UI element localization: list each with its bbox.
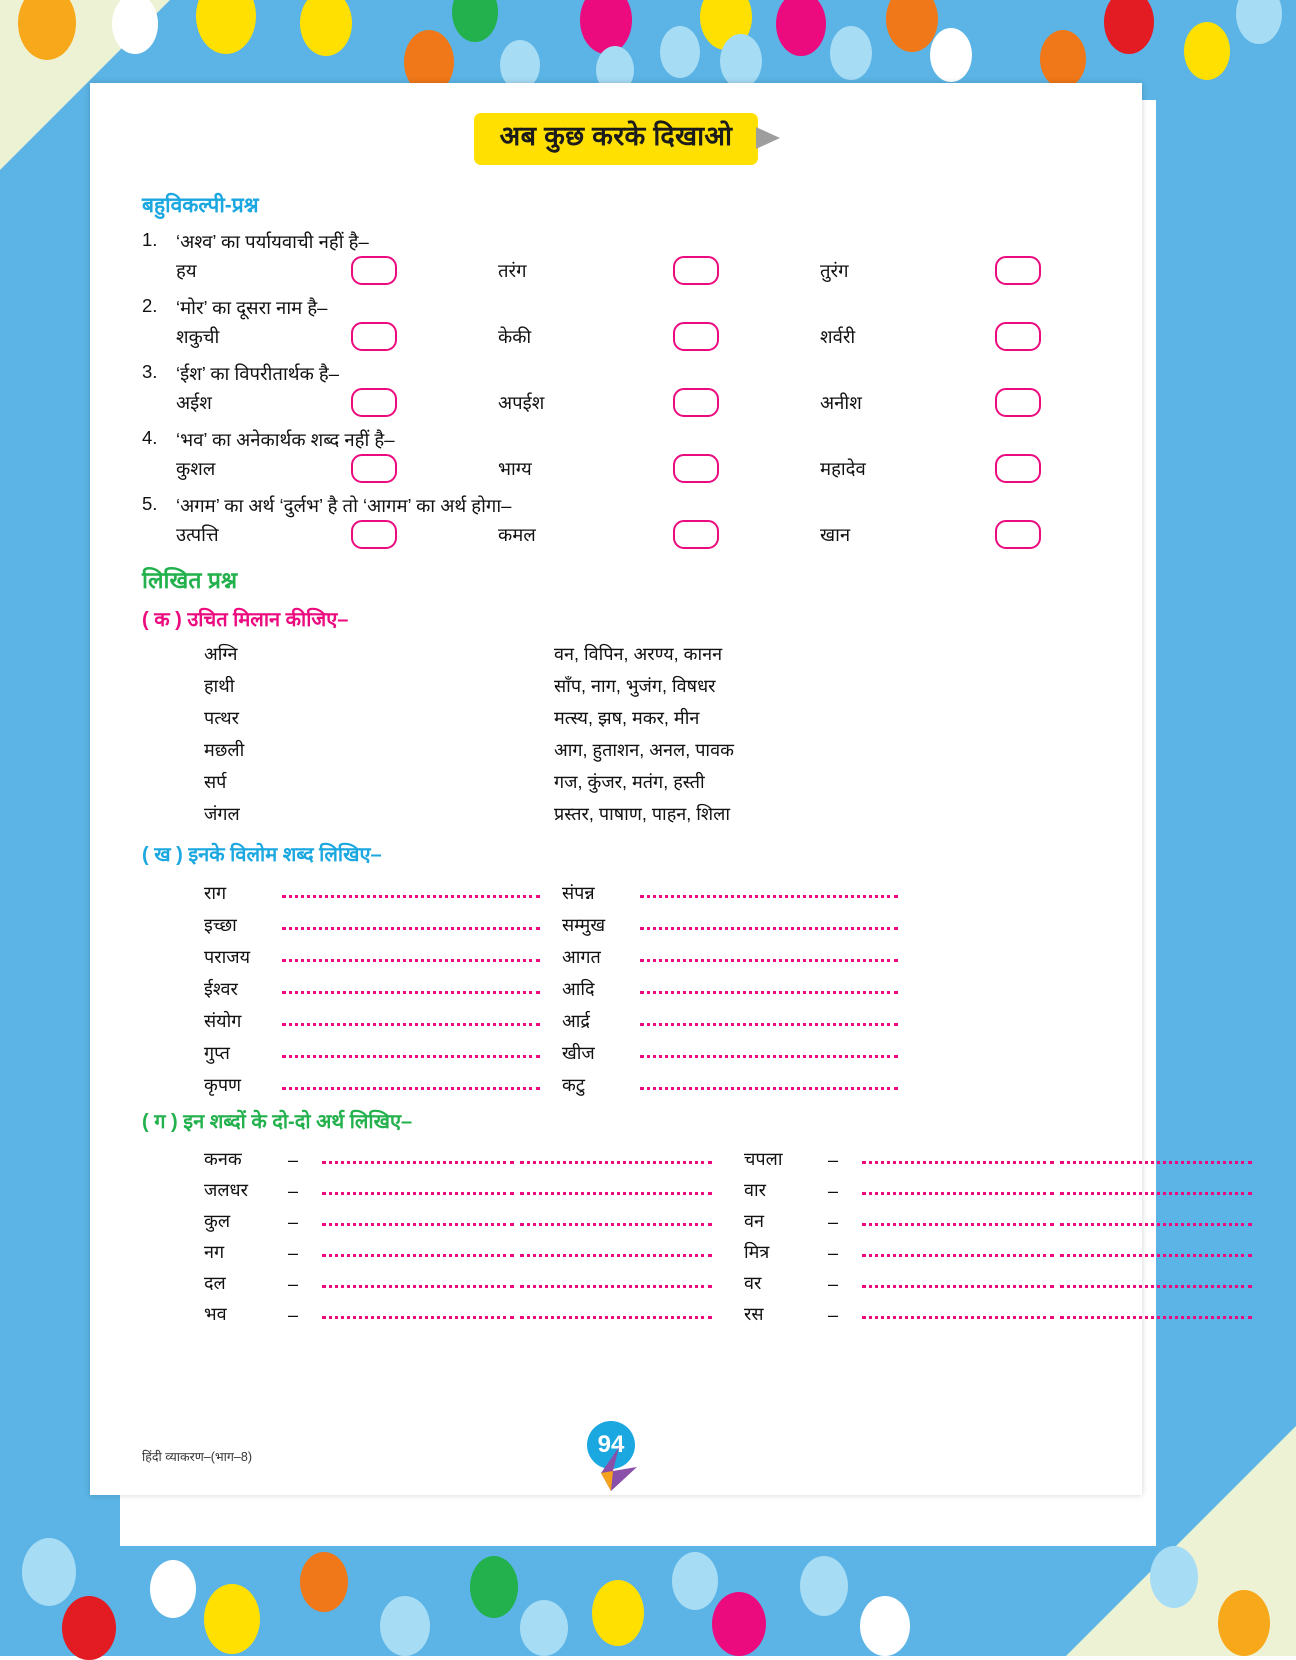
answer-blank[interactable] [1060, 1212, 1252, 1226]
match-left-item: अग्नि [204, 644, 238, 664]
confetti-dot [592, 1580, 644, 1646]
meaning-word: कुल [204, 1211, 231, 1232]
antonym-word: संपन्न [562, 883, 595, 904]
mcq-options [142, 388, 1090, 417]
match-right-item: गज, कुंजर, मतंग, हस्ती [554, 772, 705, 793]
mcq-option[interactable] [176, 322, 498, 351]
match-left-item: हाथी [204, 676, 235, 697]
meaning-word: वन [744, 1211, 764, 1232]
answer-blank[interactable] [862, 1274, 1054, 1288]
mcq-option-label: उत्पत्ति [176, 524, 219, 545]
part-c-heading: ( ग ) इन शब्दों के दो-दो अर्थ लिखिए– [142, 1111, 413, 1134]
antonym-word: आगत [562, 947, 601, 968]
mcq-option-checkbox[interactable] [351, 256, 397, 285]
confetti-dot [830, 26, 872, 80]
mcq-option[interactable] [820, 256, 1142, 285]
mcq-option[interactable] [176, 256, 498, 285]
answer-blank[interactable] [1060, 1274, 1252, 1288]
mcq-question [142, 229, 1090, 254]
mcq-option-checkbox[interactable] [995, 322, 1041, 351]
mcq-option-checkbox[interactable] [673, 454, 719, 483]
answer-blank[interactable] [640, 916, 898, 930]
mcq-item [142, 361, 1090, 417]
confetti-dot [470, 1556, 518, 1618]
match-right-item: साँप, नाग, भुजंग, विषधर [554, 676, 716, 697]
dash-separator: – [288, 1212, 299, 1233]
part-a-match-grid [142, 638, 1090, 830]
antonym-word: कटु [562, 1075, 585, 1096]
mcq-option[interactable] [498, 388, 820, 417]
confetti-dot [380, 1596, 430, 1656]
mcq-option-checkbox[interactable] [673, 256, 719, 285]
mcq-item [142, 493, 1090, 549]
mcq-option-checkbox[interactable] [351, 388, 397, 417]
meaning-word: भव [204, 1304, 227, 1325]
mcq-question-text: ‘अगम’ का अर्थ ‘दुर्लभ’ है तो ‘आगम’ का अर्थ होगा– [176, 495, 512, 516]
mcq-option-checkbox[interactable] [673, 388, 719, 417]
dash-separator: – [288, 1305, 299, 1326]
antonym-row [204, 1001, 1090, 1033]
antonym-word: सम्मुख [562, 915, 606, 936]
answer-blank[interactable] [640, 1076, 898, 1090]
meaning-row [204, 1171, 1090, 1202]
mcq-list [142, 229, 1090, 549]
mcq-option-label: हय [176, 260, 197, 281]
antonym-word: खीज [562, 1043, 595, 1064]
confetti-dot [1150, 1546, 1198, 1608]
mcq-question [142, 493, 1090, 518]
meaning-word: रस [744, 1304, 764, 1325]
antonym-word: ईश्वर [204, 979, 238, 1000]
antonym-row [204, 873, 1090, 905]
mcq-option-label: केकी [498, 326, 532, 347]
antonym-word: आदि [562, 979, 595, 1000]
answer-blank[interactable] [322, 1305, 514, 1319]
answer-blank[interactable] [282, 948, 540, 962]
answer-blank[interactable] [282, 1076, 540, 1090]
part-a-left-column [204, 638, 554, 830]
match-right-item: आग, हुताशन, अनल, पावक [554, 740, 734, 761]
meaning-word: मित्र [744, 1242, 770, 1263]
answer-blank[interactable] [322, 1243, 514, 1257]
mcq-question [142, 427, 1090, 452]
mcq-option-label: शकुची [176, 326, 220, 347]
confetti-dot [660, 26, 700, 78]
mcq-item [142, 427, 1090, 483]
mcq-number: 2. [142, 295, 158, 316]
mcq-option[interactable] [498, 256, 820, 285]
mcq-option-label: खान [820, 524, 851, 545]
part-a-right-column [554, 638, 1074, 830]
mcq-option-label: अनीश [820, 392, 862, 413]
match-right-item: वन, विपिन, अरण्य, कानन [554, 644, 723, 664]
part-b-antonym-rows [142, 873, 1090, 1097]
header-ribbon [474, 113, 759, 165]
mcq-option-checkbox[interactable] [995, 388, 1041, 417]
confetti-dot [800, 1556, 848, 1616]
dash-separator: – [288, 1181, 299, 1202]
meaning-row [204, 1264, 1090, 1295]
antonym-row [204, 969, 1090, 1001]
dash-separator: – [828, 1212, 839, 1233]
mcq-option-checkbox[interactable] [351, 322, 397, 351]
mcq-options [142, 454, 1090, 483]
mcq-option[interactable] [820, 520, 1142, 549]
mcq-question-text: ‘भव’ का अनेकार्थक शब्द नहीं है– [176, 429, 395, 450]
mcq-option-label: अईश [176, 392, 212, 413]
mcq-section-title: बहुविकल्पी-प्रश्न [142, 194, 259, 217]
mcq-option-label: तुरंग [820, 260, 849, 281]
answer-blank[interactable] [1060, 1150, 1252, 1164]
page-footer [90, 1417, 1142, 1469]
meaning-word: नग [204, 1242, 225, 1263]
answer-blank[interactable] [282, 980, 540, 994]
mcq-question [142, 361, 1090, 386]
meaning-row [204, 1233, 1090, 1264]
mcq-question [142, 295, 1090, 320]
mcq-option-label: अपईश [498, 392, 545, 413]
answer-blank[interactable] [520, 1274, 712, 1288]
dash-separator: – [828, 1305, 839, 1326]
confetti-dot [1040, 30, 1086, 88]
antonym-row [204, 1033, 1090, 1065]
mcq-option-checkbox[interactable] [351, 454, 397, 483]
mcq-option-checkbox[interactable] [351, 520, 397, 549]
dash-separator: – [288, 1274, 299, 1295]
dash-separator: – [828, 1243, 839, 1264]
mcq-options [142, 520, 1090, 549]
confetti-dot [1184, 22, 1230, 80]
confetti-dot [22, 1538, 76, 1606]
page-number-badge [597, 1421, 635, 1469]
answer-blank[interactable] [862, 1150, 1054, 1164]
answer-blank[interactable] [640, 980, 898, 994]
ribbon-tail-icon [756, 127, 780, 149]
dash-separator: – [288, 1243, 299, 1264]
mcq-option-label: कुशल [176, 458, 216, 479]
mcq-option[interactable] [820, 454, 1142, 483]
page-number: 94 [587, 1421, 635, 1469]
mcq-item [142, 295, 1090, 351]
mcq-question-text: ‘ईश’ का विपरीतार्थक है– [176, 363, 340, 384]
antonym-row [204, 905, 1090, 937]
dash-separator: – [828, 1150, 839, 1171]
answer-blank[interactable] [322, 1150, 514, 1164]
antonym-word: कृपण [204, 1075, 242, 1096]
mcq-options [142, 322, 1090, 351]
answer-blank[interactable] [322, 1274, 514, 1288]
answer-blank[interactable] [282, 884, 540, 898]
answer-blank[interactable] [1060, 1305, 1252, 1319]
antonym-word: पराजय [204, 947, 251, 968]
antonym-word: आर्द्र [562, 1011, 590, 1032]
antonym-row [204, 937, 1090, 969]
antonym-word: संयोग [204, 1011, 242, 1032]
answer-blank[interactable] [640, 1044, 898, 1058]
match-right-item: मत्स्य, झष, मकर, मीन [554, 708, 700, 729]
mcq-option-checkbox[interactable] [995, 520, 1041, 549]
answer-blank[interactable] [862, 1305, 1054, 1319]
confetti-dot [860, 1596, 910, 1656]
dash-separator: – [828, 1181, 839, 1202]
confetti-dot [150, 1560, 196, 1618]
confetti-dot [1218, 1590, 1270, 1656]
mcq-number: 5. [142, 493, 158, 514]
written-section-title: लिखित प्रश्न [142, 567, 238, 593]
mcq-option[interactable] [820, 322, 1142, 351]
mcq-option-label: तरंग [498, 260, 527, 281]
mcq-option[interactable] [820, 388, 1142, 417]
mcq-option-label: महादेव [820, 458, 866, 479]
confetti-dot [712, 1592, 766, 1656]
answer-blank[interactable] [862, 1243, 1054, 1257]
mcq-option[interactable] [176, 454, 498, 483]
match-left-item: पत्थर [204, 708, 240, 729]
confetti-dot [300, 1552, 348, 1612]
meaning-word: जलधर [204, 1180, 248, 1201]
match-left-item: जंगल [204, 804, 240, 825]
antonym-word: गुप्त [204, 1043, 230, 1064]
match-right-item: प्रस्तर, पाषाण, पाहन, शिला [554, 804, 731, 825]
mcq-option-checkbox[interactable] [995, 454, 1041, 483]
mcq-option[interactable] [176, 388, 498, 417]
part-a-heading: ( क ) उचित मिलान कीजिए– [142, 609, 349, 631]
confetti-dot [720, 34, 762, 88]
mcq-option-label: शर्वरी [820, 326, 856, 347]
worksheet-page [90, 83, 1142, 1495]
confetti-dot [1248, 760, 1292, 816]
meaning-row [204, 1295, 1090, 1326]
answer-blank[interactable] [322, 1212, 514, 1226]
dash-separator: – [828, 1274, 839, 1295]
match-left-item: सर्प [204, 772, 227, 793]
meaning-word: वर [744, 1273, 762, 1294]
confetti-dot [62, 1596, 116, 1660]
answer-blank[interactable] [640, 948, 898, 962]
answer-blank[interactable] [520, 1181, 712, 1195]
match-left-item: मछली [204, 740, 245, 761]
answer-blank[interactable] [640, 884, 898, 898]
confetti-dot [930, 28, 972, 82]
part-b-heading: ( ख ) इनके विलोम शब्द लिखिए– [142, 844, 382, 867]
page-title: अब कुछ करके दिखाओ [499, 121, 733, 151]
meaning-row [204, 1140, 1090, 1171]
antonym-row [204, 1065, 1090, 1097]
mcq-option[interactable] [498, 520, 820, 549]
part-c-meaning-rows [142, 1140, 1090, 1326]
antonym-word: इच्छा [204, 915, 237, 936]
confetti-dot [520, 1600, 568, 1656]
answer-blank[interactable] [1060, 1243, 1252, 1257]
answer-blank[interactable] [640, 1012, 898, 1026]
mcq-option-checkbox[interactable] [673, 520, 719, 549]
mcq-number: 3. [142, 361, 158, 382]
meaning-word: चपला [744, 1149, 783, 1170]
mcq-option[interactable] [498, 454, 820, 483]
meaning-word: दल [204, 1273, 226, 1294]
mcq-option[interactable] [176, 520, 498, 549]
mcq-number: 4. [142, 427, 158, 448]
answer-blank[interactable] [282, 1012, 540, 1026]
mcq-option-checkbox[interactable] [995, 256, 1041, 285]
answer-blank[interactable] [520, 1212, 712, 1226]
mcq-item [142, 229, 1090, 285]
mcq-option-label: भाग्य [498, 458, 532, 479]
mcq-option-checkbox[interactable] [673, 322, 719, 351]
meaning-word: वार [744, 1180, 767, 1201]
page-header [90, 113, 1142, 165]
dash-separator: – [288, 1150, 299, 1171]
confetti-dot [672, 1552, 718, 1610]
mcq-options [142, 256, 1090, 285]
answer-blank[interactable] [520, 1305, 712, 1319]
meaning-row [204, 1202, 1090, 1233]
book-label: हिंदी व्याकरण–(भाग–8) [142, 1450, 252, 1464]
answer-blank[interactable] [862, 1181, 1054, 1195]
answer-blank[interactable] [322, 1181, 514, 1195]
antonym-word: राग [204, 883, 227, 904]
answer-blank[interactable] [520, 1150, 712, 1164]
mcq-question-text: ‘अश्व’ का पर्यायवाची नहीं है– [176, 231, 369, 252]
answer-blank[interactable] [862, 1212, 1054, 1226]
background-band-right [1156, 0, 1296, 1656]
meaning-word: कनक [204, 1149, 242, 1170]
answer-blank[interactable] [1060, 1181, 1252, 1195]
confetti-dot [204, 1584, 260, 1654]
mcq-option-label: कमल [498, 524, 536, 545]
answer-blank[interactable] [520, 1243, 712, 1257]
answer-blank[interactable] [282, 916, 540, 930]
mcq-question-text: ‘मोर’ का दूसरा नाम है– [176, 297, 328, 318]
answer-blank[interactable] [282, 1044, 540, 1058]
mcq-option[interactable] [498, 322, 820, 351]
mcq-number: 1. [142, 229, 158, 250]
